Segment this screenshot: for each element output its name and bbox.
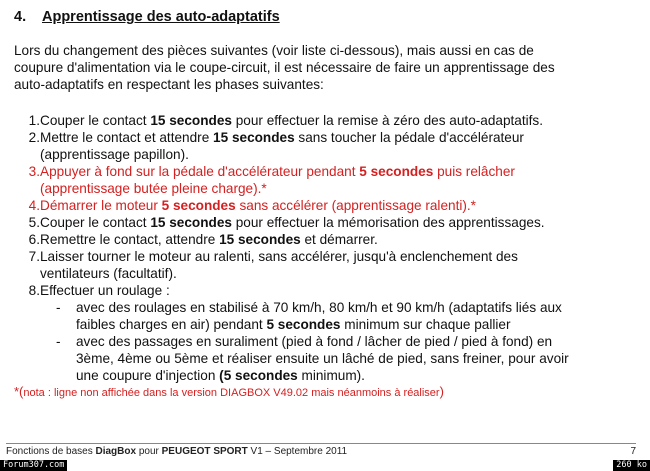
steps-list — [14, 112, 624, 384]
footer-brand: DiagBox — [95, 446, 137, 457]
step-4 — [14, 197, 624, 214]
step-text: puis relâcher — [433, 164, 515, 179]
subitem-text: 3ème, 4ème ou 5ème et réaliser ensuite un lâché de pied, sans freiner, pour avoir — [76, 351, 569, 366]
step-text: Démarrer le moteur — [40, 198, 162, 213]
step-number: 7. — [28, 249, 40, 264]
step-number: 5. — [28, 215, 40, 230]
step-text-continued: (apprentissage papillon). — [40, 147, 189, 162]
subitem-duration: 5 secondes — [266, 317, 341, 332]
step-text: Mettre le contact et attendre — [40, 130, 214, 145]
footnote-suffix: ) — [439, 384, 444, 399]
step-number: 1. — [28, 113, 40, 128]
step-duration: 15 secondes — [219, 232, 301, 247]
step-number: 8. — [28, 283, 40, 298]
intro-line: auto-adaptatifs en respectant les phases suivantes: — [14, 77, 324, 92]
step-text: Couper le contact — [40, 215, 151, 230]
dash-bullet: - — [56, 300, 61, 315]
subitem-duration: (5 secondes — [219, 368, 298, 383]
step-duration: 5 secondes — [359, 164, 434, 179]
step-1 — [14, 112, 624, 129]
subitem-text — [76, 367, 624, 384]
step-text: pour effectuer la remise à zéro des auto-adaptatifs. — [231, 113, 544, 128]
step-number: 2. — [28, 130, 40, 145]
intro-line: Lors du changement des pièces suivantes (voir liste ci-dessous), mais aussi en cas de — [14, 43, 534, 58]
step-text: et démarrer. — [300, 232, 378, 247]
step-8 — [14, 282, 624, 299]
step-3 — [14, 163, 624, 197]
footer-divider — [6, 443, 636, 444]
step-text: pour effectuer la mémorisation des apprentissages. — [231, 215, 545, 230]
footnote-text: nota : ligne non affichée dans la version DIAGBOX V49.02 mais néanmoins à réaliser — [23, 387, 440, 399]
page-footer — [6, 446, 636, 457]
step-2 — [14, 129, 624, 163]
page-number: 7 — [630, 446, 636, 457]
footer-text: pour — [136, 446, 162, 457]
subitem-text: avec des roulages en stabilisé à 70 km/h, 80 km/h et 90 km/h (adaptatifs liés aux — [76, 300, 562, 315]
step-number: 4. — [28, 198, 40, 213]
intro-line: coupure d'alimentation via le coupe-circuit, il est nécessaire de faire un apprentissage des — [14, 60, 555, 75]
step-text: sans toucher la pédale d'accélérateur — [294, 130, 524, 145]
footer-text: V1 – Septembre 2011 — [247, 446, 348, 457]
step-text-continued: (apprentissage butée pleine charge).* — [40, 181, 267, 196]
step-duration: 5 secondes — [161, 198, 236, 213]
intro-paragraph — [14, 42, 614, 93]
step-text: Couper le contact — [40, 113, 151, 128]
step-duration: 15 secondes — [150, 113, 232, 128]
step-text: Effectuer un roulage : — [40, 283, 170, 298]
footer-brand: PEUGEOT SPORT — [161, 446, 248, 457]
subitem-text-part: faibles charges en air) pendant — [76, 317, 267, 332]
footer-text: Fonctions de bases — [6, 446, 96, 457]
section-title: Apprentissage des auto-adaptatifs — [42, 9, 280, 25]
footnote-prefix: *( — [14, 384, 24, 399]
section-heading — [14, 9, 280, 25]
step-text: Laisser tourner le moteur au ralenti, sans accélérer, jusqu'à enclenchement des — [40, 249, 518, 264]
step-5 — [14, 214, 624, 231]
step-7 — [14, 248, 624, 282]
subitem-text-part: une coupure d'injection — [76, 368, 220, 383]
step-number: 3. — [28, 164, 40, 179]
dash-bullet: - — [56, 334, 61, 349]
step-duration: 15 secondes — [213, 130, 295, 145]
step-text: sans accélérer (apprentissage ralenti).* — [235, 198, 476, 213]
file-size-watermark: 260 ko — [613, 460, 650, 471]
subitem-1 — [14, 299, 624, 333]
subitem-2 — [14, 333, 624, 384]
subitem-text: avec des passages en suraliment (pied à fond / lâcher de pied / pied à fond) en — [76, 334, 553, 349]
step-duration: 15 secondes — [150, 215, 232, 230]
footnote — [14, 384, 444, 399]
step-number: 6. — [28, 232, 40, 247]
site-watermark: Forum307.com — [0, 460, 67, 471]
subitem-text — [76, 316, 624, 333]
step-text: Appuyer à fond sur la pédale d'accélérateur pendant — [40, 164, 360, 179]
step-6 — [14, 231, 624, 248]
subitem-text-part: minimum). — [297, 368, 365, 383]
step-text-continued: ventilateurs (facultatif). — [40, 266, 177, 281]
step-text: Remettre le contact, attendre — [40, 232, 220, 247]
subitem-text-part: minimum sur chaque pallier — [340, 317, 511, 332]
section-number: 4. — [14, 9, 27, 25]
